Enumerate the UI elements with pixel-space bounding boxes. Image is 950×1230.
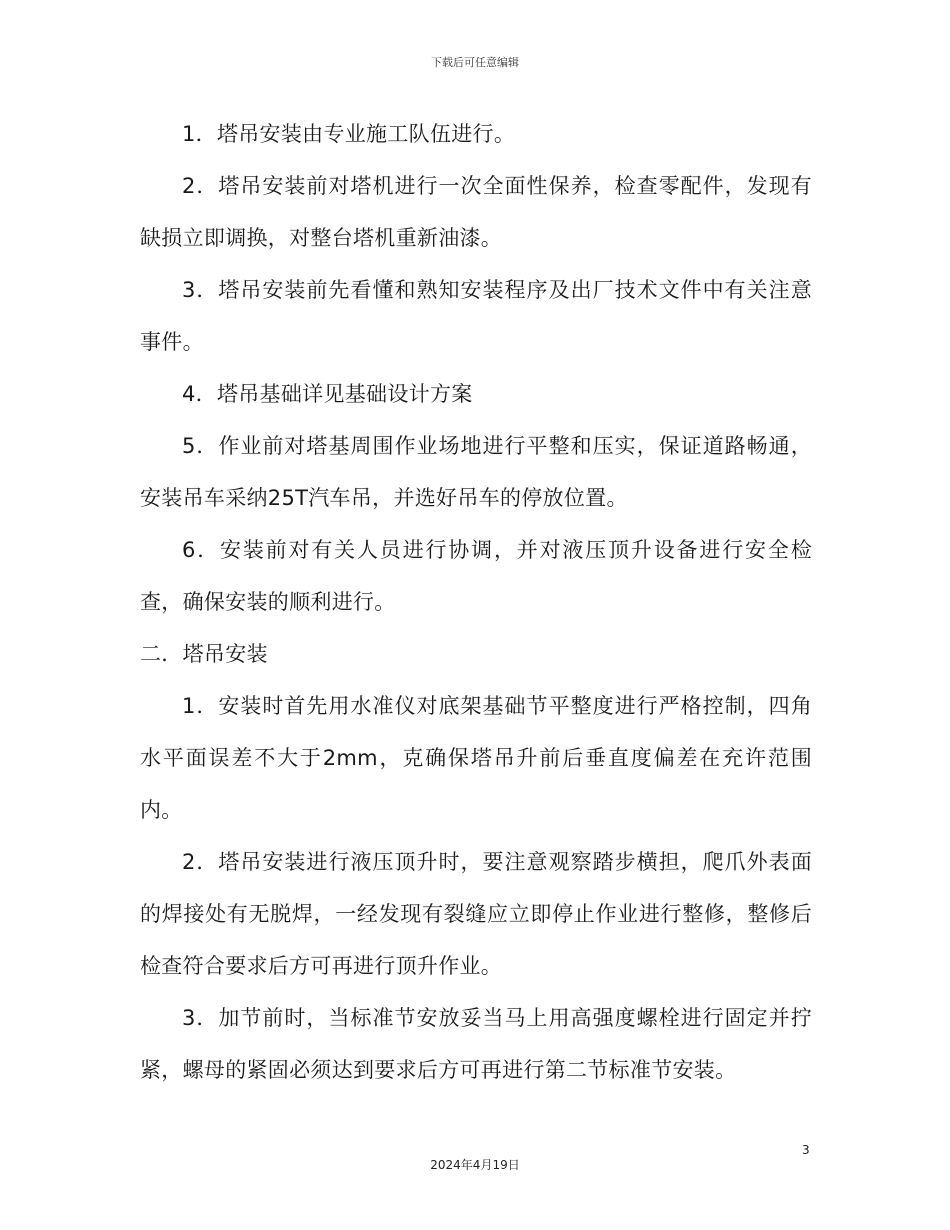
section-heading: 二．塔吊安装 <box>140 642 268 666</box>
paragraph-2: 2．塔吊安装前对塔机进行一次全面性保养，检查零配件，发现有缺损立即调换，对整台塔机重新油漆。 <box>140 174 812 250</box>
paragraph-7: 1．安装时首先用水准仪对底架基础节平整度进行严格控制，四角水平面误差不大于2mm，克确保塔吊升前后垂直度偏差在充许范围内。 <box>140 694 812 822</box>
paragraph-5: 5．作业前对塔基周围作业场地进行平整和压实，保证道路畅通，安装吊车采纳25T汽车吊，并选好吊车的停放位置。 <box>140 434 812 510</box>
page-number: 3 <box>802 1143 810 1157</box>
page-footer-date: 2024年4月19日 <box>430 1158 520 1172</box>
paragraph-4: 4．塔吊基础详见基础设计方案 <box>182 382 473 406</box>
paragraph-1: 1．塔吊安装由专业施工队伍进行。 <box>182 122 516 146</box>
document-body <box>140 108 812 1096</box>
page-header: 下载后可任意编辑 <box>431 56 519 69</box>
paragraph-9: 3．加节前时，当标准节安放妥当马上用高强度螺栓进行固定并拧紧，螺母的紧固必须达到要求后方可再进行第二节标准节安装。 <box>140 1006 812 1082</box>
paragraph-6: 6．安装前对有关人员进行协调，并对液压顶升设备进行安全检查，确保安装的顺利进行。 <box>140 538 812 614</box>
paragraph-3: 3．塔吊安装前先看懂和熟知安装程序及出厂技术文件中有关注意事件。 <box>140 278 812 354</box>
paragraph-8: 2．塔吊安装进行液压顶升时，要注意观察踏步横担，爬爪外表面的焊接处有无脱焊，一经发现有裂缝应立即停止作业进行整修，整修后检查符合要求后方可再进行顶升作业。 <box>140 850 812 978</box>
